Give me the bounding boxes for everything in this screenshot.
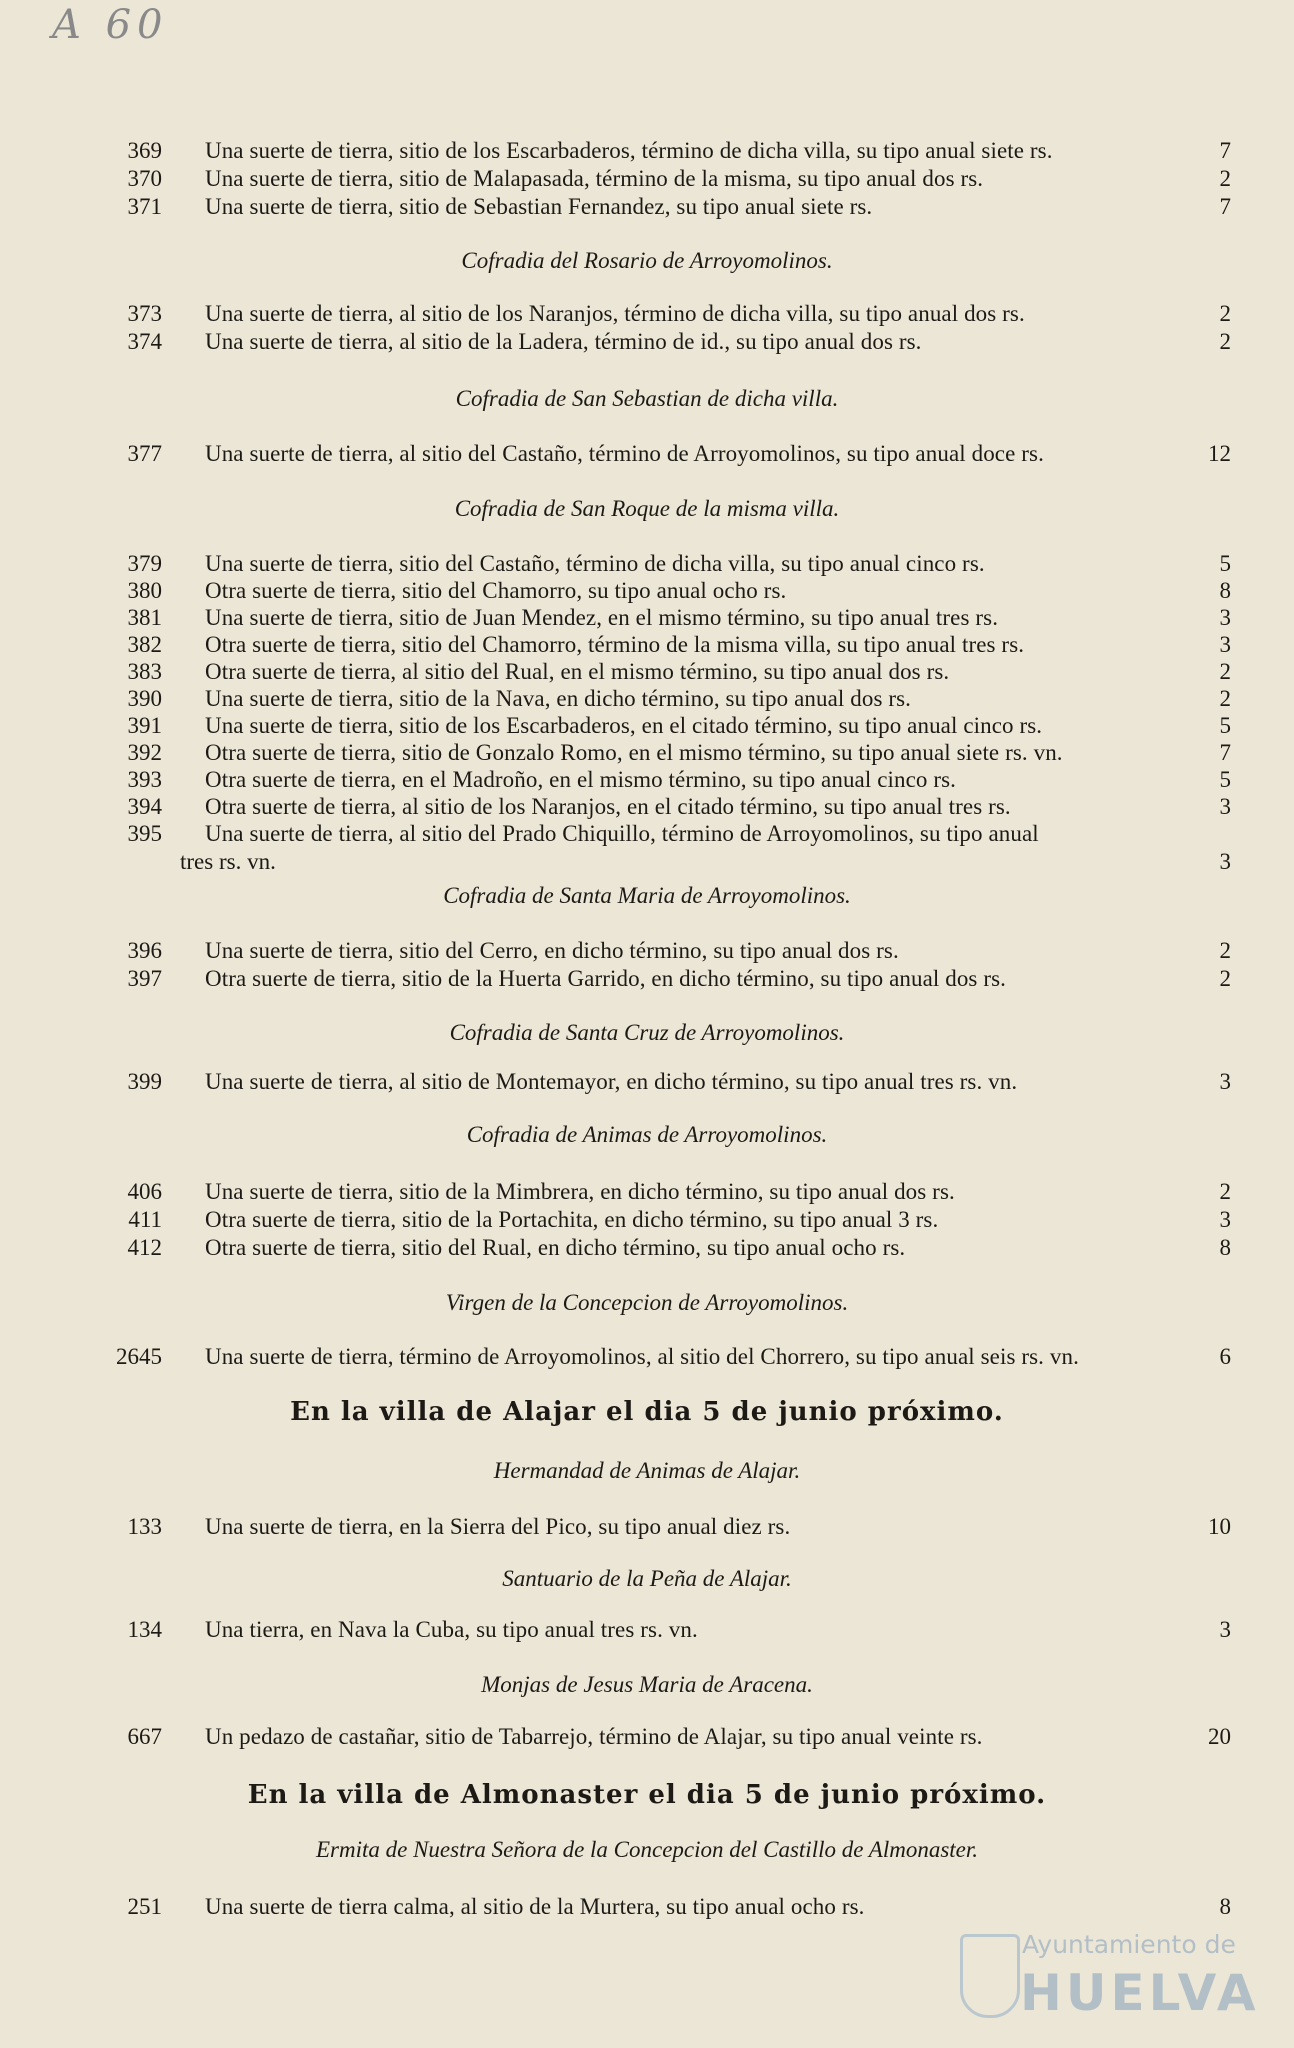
entry-text: Una suerte de tierra, al sitio de los Naranjos, término de dicha villa, su tipo anual dos rs. <box>205 301 1025 326</box>
entry-value: 2 <box>1219 166 1231 191</box>
list-item <box>0 604 1294 632</box>
entry-text: Otra suerte de tierra, sitio de la Huerta Garrido, en dicho término, su tipo anual dos rs. <box>205 966 1006 991</box>
entry-value: 7 <box>1219 194 1231 219</box>
entry-text: Una suerte de tierra, al sitio de la Ladera, término de id., su tipo anual dos rs. <box>205 329 922 354</box>
entry-text: Una suerte de tierra, al sitio del Castaño, término de Arroyomolinos, su tipo anual doce rs. <box>205 441 1044 466</box>
entry-text: Una suerte de tierra, sitio del Castaño, término de dicha villa, su tipo anual cinco rs. <box>205 551 985 576</box>
entry-value: 3 <box>1219 849 1231 874</box>
entry-text: Una suerte de tierra, término de Arroyomolinos, al sitio del Chorrero, su tipo anual seis rs. vn. <box>205 1344 1079 1369</box>
section-heading: Ermita de Nuestra Señora de la Concepcion del Castillo de Almonaster. <box>315 1837 979 1862</box>
section-heading: Cofradia de San Sebastian de dicha villa. <box>455 386 839 411</box>
entry-number: 369 <box>127 138 162 163</box>
entry-value: 20 <box>1208 1724 1231 1749</box>
section-heading: Cofradia de Santa Maria de Arroyomolinos. <box>443 883 851 908</box>
entry-value: 3 <box>1219 632 1231 657</box>
list-item <box>0 1616 1294 1644</box>
list-item <box>0 577 1294 605</box>
entry-number: 377 <box>127 441 162 466</box>
list-item <box>0 1723 1294 1751</box>
entry-text: Otra suerte de tierra, sitio de la Portachita, en dicho término, su tipo anual 3 rs. <box>205 1207 939 1232</box>
entry-value: 2 <box>1219 1179 1231 1204</box>
section-heading: Monjas de Jesus Maria de Aracena. <box>481 1672 813 1697</box>
section-heading: Virgen de la Concepcion de Arroyomolinos. <box>445 1290 849 1315</box>
list-item <box>0 550 1294 578</box>
list-item <box>0 937 1294 965</box>
page-mark: A 60 <box>52 2 169 48</box>
section-heading: Cofradia de Animas de Arroyomolinos. <box>466 1122 828 1147</box>
section-heading: Santuario de la Peña de Alajar. <box>502 1566 792 1591</box>
entry-value: 2 <box>1219 966 1231 991</box>
list-item <box>0 1343 1294 1371</box>
entry-number: 390 <box>127 686 162 711</box>
watermark-line-1: Ayuntamiento de <box>1022 1930 1236 1959</box>
entry-number: 251 <box>127 1894 162 1919</box>
entry-value: 3 <box>1219 1617 1231 1642</box>
entry-text: Otra suerte de tierra, sitio del Chamorro, término de la misma villa, su tipo anual tres rs. <box>205 632 1025 657</box>
section-heading: Cofradia de San Roque de la misma villa. <box>454 496 840 521</box>
entry-number: 373 <box>127 301 162 326</box>
entry-value: 8 <box>1219 578 1231 603</box>
entry-number: 381 <box>127 605 162 630</box>
entry-text: Otra suerte de tierra, sitio del Rual, en dicho término, su tipo anual ocho rs. <box>205 1235 906 1260</box>
list-item <box>0 1893 1294 1921</box>
list-item <box>0 1068 1294 1096</box>
list-item <box>0 658 1294 686</box>
entry-number: 382 <box>127 632 162 657</box>
entry-number: 374 <box>127 329 162 354</box>
list-item <box>0 193 1294 221</box>
entry-text: Una suerte de tierra, al sitio del Prado Chiquillo, término de Arroyomolinos, su tipo anual <box>205 821 1039 846</box>
entry-value: 5 <box>1219 767 1231 792</box>
entry-value: 2 <box>1219 686 1231 711</box>
entry-number: 667 <box>127 1724 162 1749</box>
list-item <box>0 631 1294 659</box>
entry-text: Otra suerte de tierra, al sitio de los Naranjos, en el citado término, su tipo anual tres rs. <box>205 794 1011 819</box>
entry-text: Una suerte de tierra, sitio de la Nava, en dicho término, su tipo anual dos rs. <box>205 686 912 711</box>
entry-text-continuation: tres rs. vn. <box>180 849 276 874</box>
entry-number: 406 <box>127 1179 162 1204</box>
entry-value: 12 <box>1208 441 1231 466</box>
list-item <box>0 1178 1294 1206</box>
entry-number: 412 <box>127 1235 162 1260</box>
entry-number: 396 <box>127 938 162 963</box>
entry-value: 7 <box>1219 138 1231 163</box>
entry-value: 10 <box>1208 1514 1231 1539</box>
city-seal-icon <box>960 1934 1020 2018</box>
entry-text: Una tierra, en Nava la Cuba, su tipo anual tres rs. vn. <box>205 1617 698 1642</box>
section-heading: Cofradia del Rosario de Arroyomolinos. <box>461 248 833 273</box>
list-item <box>0 739 1294 767</box>
entry-text: Una suerte de tierra, sitio de Juan Mendez, en el mismo término, su tipo anual tres rs. <box>205 605 999 630</box>
entry-value: 8 <box>1219 1235 1231 1260</box>
entry-value: 2 <box>1219 659 1231 684</box>
list-item <box>0 712 1294 740</box>
entry-text: Una suerte de tierra, sitio de los Escarbaderos, en el citado término, su tipo anual cinco rs. <box>205 713 1043 738</box>
list-item <box>0 820 1294 874</box>
list-item <box>0 1234 1294 1262</box>
entry-text: Otra suerte de tierra, sitio de Gonzalo Romo, en el mismo término, su tipo anual siete rs. vn. <box>205 740 1063 765</box>
entry-value: 7 <box>1219 740 1231 765</box>
entry-text: Una suerte de tierra, en la Sierra del Pico, su tipo anual diez rs. <box>205 1514 791 1539</box>
entry-text: Una suerte de tierra, sitio de los Escarbaderos, término de dicha villa, su tipo anual siete rs. <box>205 138 1053 163</box>
list-item <box>0 685 1294 713</box>
town-heading: En la villa de Alajar el dia 5 de junio próximo. <box>290 1397 1004 1427</box>
entry-number: 393 <box>127 767 162 792</box>
list-item <box>0 1206 1294 1234</box>
entry-number: 411 <box>128 1207 162 1232</box>
entry-number: 395 <box>127 821 162 846</box>
entry-text: Una suerte de tierra, sitio del Cerro, en dicho término, su tipo anual dos rs. <box>205 938 899 963</box>
section-heading: Cofradia de Santa Cruz de Arroyomolinos. <box>449 1020 845 1045</box>
list-item <box>0 766 1294 794</box>
entry-value: 8 <box>1219 1894 1231 1919</box>
entry-text: Otra suerte de tierra, sitio del Chamorro, su tipo anual ocho rs. <box>205 578 787 603</box>
entry-number: 371 <box>127 194 162 219</box>
archive-watermark <box>960 1928 1260 2028</box>
entry-value: 3 <box>1219 794 1231 819</box>
watermark-line-2: HUELVA <box>1020 1964 1260 2022</box>
list-item <box>0 965 1294 993</box>
entry-number: 370 <box>127 166 162 191</box>
list-item <box>0 300 1294 328</box>
list-item <box>0 328 1294 356</box>
list-item <box>0 165 1294 193</box>
entry-number: 380 <box>127 578 162 603</box>
town-heading: En la villa de Almonaster el dia 5 de junio próximo. <box>247 1780 1047 1810</box>
entry-number: 394 <box>127 794 162 819</box>
entry-text: Un pedazo de castañar, sitio de Tabarrejo, término de Alajar, su tipo anual veinte rs. <box>205 1724 983 1749</box>
entry-number: 134 <box>127 1617 162 1642</box>
entry-number: 383 <box>127 659 162 684</box>
entry-text: Una suerte de tierra calma, al sitio de la Murtera, su tipo anual ocho rs. <box>205 1894 865 1919</box>
entry-value: 2 <box>1219 938 1231 963</box>
list-item <box>0 1513 1294 1541</box>
list-item <box>0 137 1294 165</box>
entry-text: Otra suerte de tierra, al sitio del Rual, en el mismo término, su tipo anual dos rs. <box>205 659 950 684</box>
entry-value: 6 <box>1219 1344 1231 1369</box>
list-item <box>0 793 1294 821</box>
entry-number: 379 <box>127 551 162 576</box>
entry-text: Una suerte de tierra, sitio de Malapasada, término de la misma, su tipo anual dos rs. <box>205 166 984 191</box>
section-heading: Hermandad de Animas de Alajar. <box>493 1458 801 1483</box>
entry-text: Otra suerte de tierra, en el Madroño, en el mismo término, su tipo anual cinco rs. <box>205 767 957 792</box>
entry-number: 392 <box>127 740 162 765</box>
entry-number: 133 <box>127 1514 162 1539</box>
entry-value: 3 <box>1219 1069 1231 1094</box>
entry-value: 3 <box>1219 1207 1231 1232</box>
list-item <box>0 440 1294 468</box>
entry-text: Una suerte de tierra, sitio de la Mimbrera, en dicho término, su tipo anual dos rs. <box>205 1179 955 1204</box>
entry-value: 3 <box>1219 605 1231 630</box>
entry-value: 5 <box>1219 551 1231 576</box>
entry-text: Una suerte de tierra, al sitio de Montemayor, en dicho término, su tipo anual tres rs. vn. <box>205 1069 1018 1094</box>
entry-number: 399 <box>127 1069 162 1094</box>
entry-value: 2 <box>1219 329 1231 354</box>
entry-number: 2645 <box>116 1344 162 1369</box>
entry-value: 2 <box>1219 301 1231 326</box>
entry-text: Una suerte de tierra, sitio de Sebastian Fernandez, su tipo anual siete rs. <box>205 194 873 219</box>
entry-number: 397 <box>127 966 162 991</box>
entry-value: 5 <box>1219 713 1231 738</box>
entry-number: 391 <box>127 713 162 738</box>
